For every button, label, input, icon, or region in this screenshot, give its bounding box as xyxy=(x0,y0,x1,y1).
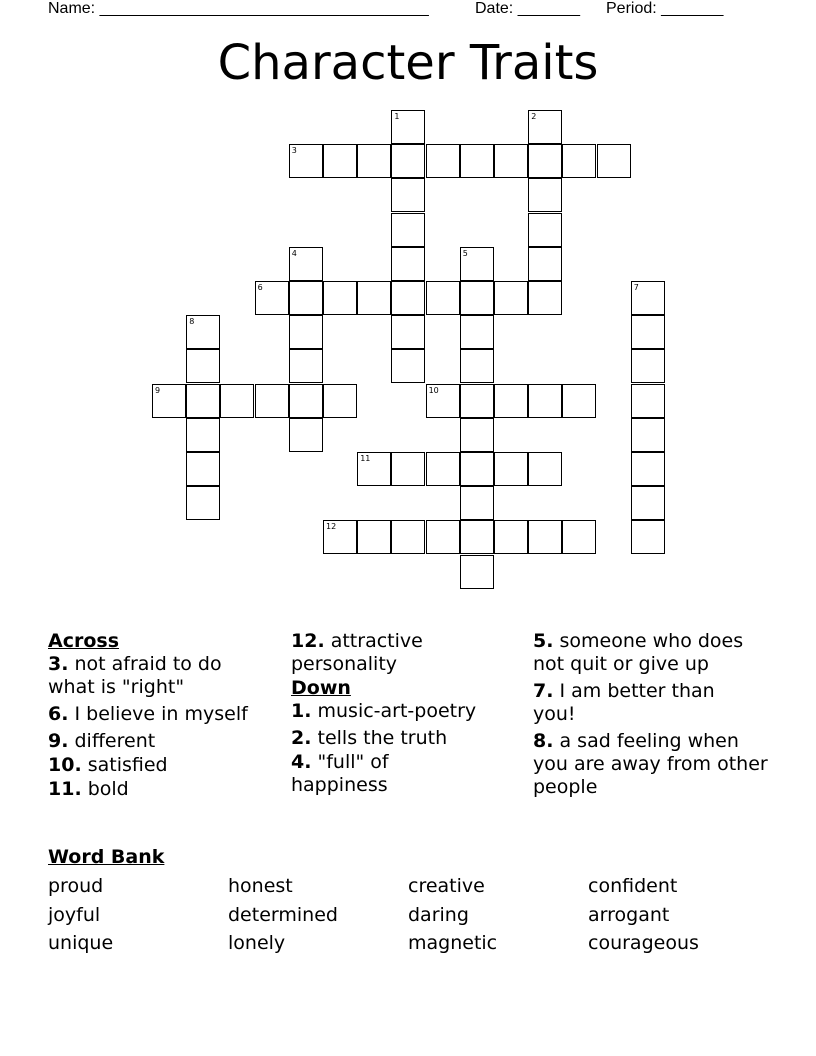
word-bank-item: creative xyxy=(408,875,485,897)
crossword-cell xyxy=(391,110,425,144)
crossword-cell xyxy=(562,144,596,178)
clue-number: 5 xyxy=(462,248,468,258)
crossword-cell xyxy=(323,384,357,418)
crossword-cell xyxy=(562,384,596,418)
crossword-cell xyxy=(391,213,425,247)
down-clue-8: 8. a sad feeling when you are away from other people xyxy=(533,730,768,798)
down-heading: Down xyxy=(291,677,351,699)
name-field: Name: _____________________________________ xyxy=(48,0,429,17)
crossword-cell xyxy=(426,144,460,178)
word-bank-item: joyful xyxy=(48,904,101,926)
crossword-cell xyxy=(631,486,665,520)
crossword-cell xyxy=(528,110,562,144)
crossword-cell xyxy=(255,384,289,418)
crossword-cell xyxy=(460,281,494,315)
crossword-cell xyxy=(460,555,494,589)
down-clue-1: 1. music-art-poetry xyxy=(291,700,477,722)
across-clue-10: 10. satisfied xyxy=(48,754,168,776)
crossword-cell xyxy=(152,384,186,418)
crossword-cell xyxy=(323,281,357,315)
word-bank-heading: Word Bank xyxy=(48,846,165,868)
date-field: Date: _______ xyxy=(475,0,580,17)
word-bank-item: determined xyxy=(228,904,338,926)
word-bank-item: confident xyxy=(588,875,678,897)
crossword-cell xyxy=(426,520,460,554)
crossword-cell xyxy=(528,247,562,281)
crossword-cell xyxy=(289,418,323,452)
across-clue-12: 12. attractive personality xyxy=(291,630,423,675)
crossword-cell xyxy=(323,144,357,178)
crossword-cell xyxy=(391,144,425,178)
crossword-cell xyxy=(391,247,425,281)
crossword-cell xyxy=(494,281,528,315)
crossword-cell xyxy=(460,452,494,486)
crossword-cell xyxy=(631,384,665,418)
down-clue-4: 4. "full" of happiness xyxy=(291,751,389,796)
crossword-cell xyxy=(289,144,323,178)
crossword-cell xyxy=(186,315,220,349)
clue-number: 3 xyxy=(291,146,297,156)
crossword-cell xyxy=(289,384,323,418)
crossword-cell xyxy=(357,144,391,178)
crossword-cell xyxy=(494,384,528,418)
crossword-cell xyxy=(391,315,425,349)
clues-column-3 xyxy=(533,630,768,803)
crossword-cell xyxy=(357,520,391,554)
crossword-cell xyxy=(631,418,665,452)
down-clue-2: 2. tells the truth xyxy=(291,727,448,749)
word-bank-item: unique xyxy=(48,932,114,954)
crossword-cell xyxy=(391,452,425,486)
crossword-cell xyxy=(220,384,254,418)
word-bank-item: proud xyxy=(48,875,104,897)
crossword-cell xyxy=(460,315,494,349)
crossword-cell xyxy=(460,144,494,178)
clues-column-2 xyxy=(291,630,516,801)
crossword-cell xyxy=(494,520,528,554)
crossword-cell xyxy=(426,384,460,418)
crossword-cell xyxy=(494,452,528,486)
clue-number: 8 xyxy=(189,317,195,327)
crossword-cell xyxy=(528,520,562,554)
crossword-cell xyxy=(528,452,562,486)
word-bank-item: lonely xyxy=(228,932,286,954)
clue-number: 2 xyxy=(531,112,537,121)
crossword-cell xyxy=(631,452,665,486)
crossword-cell xyxy=(631,520,665,554)
crossword-cell xyxy=(391,520,425,554)
crossword-cell xyxy=(391,281,425,315)
crossword-cell xyxy=(460,486,494,520)
across-heading: Across xyxy=(48,630,120,652)
down-clue-5: 5. someone who does not quit or give up xyxy=(533,630,744,675)
across-clue-9: 9. different xyxy=(48,730,156,752)
crossword-cell xyxy=(323,520,357,554)
crossword-cell xyxy=(186,418,220,452)
crossword-cell xyxy=(186,384,220,418)
crossword-cell xyxy=(460,247,494,281)
crossword-cell xyxy=(631,281,665,315)
crossword-cell xyxy=(460,520,494,554)
crossword-cell xyxy=(528,213,562,247)
crossword-cell xyxy=(631,315,665,349)
crossword-cell xyxy=(289,247,323,281)
crossword-cell xyxy=(494,144,528,178)
across-clue-11: 11. bold xyxy=(48,778,129,800)
clue-number: 9 xyxy=(155,385,161,395)
clue-number: 6 xyxy=(257,283,263,292)
across-clue-6: 6. I believe in myself xyxy=(48,703,248,725)
crossword-cell xyxy=(528,144,562,178)
crossword-cell xyxy=(357,452,391,486)
crossword-cell xyxy=(255,281,289,315)
crossword-cell xyxy=(289,349,323,383)
word-bank-item: daring xyxy=(408,904,469,926)
crossword-cell xyxy=(562,520,596,554)
clue-number: 10 xyxy=(428,385,439,395)
down-clue-7: 7. I am better than you! xyxy=(533,680,715,725)
crossword-cell xyxy=(186,349,220,383)
across-clues xyxy=(48,630,273,805)
word-bank-item: honest xyxy=(228,875,293,897)
crossword-cell xyxy=(460,349,494,383)
crossword-cell xyxy=(186,452,220,486)
crossword-cell xyxy=(289,315,323,349)
clue-number: 1 xyxy=(394,112,400,121)
across-clue-3: 3. not afraid to do what is "right" xyxy=(48,653,222,698)
crossword-cell xyxy=(460,384,494,418)
clue-number: 4 xyxy=(291,248,297,258)
crossword-cell xyxy=(289,281,323,315)
crossword-cell xyxy=(357,281,391,315)
crossword-cell xyxy=(426,281,460,315)
crossword-cell xyxy=(391,349,425,383)
crossword-cell xyxy=(186,486,220,520)
crossword-cell xyxy=(528,178,562,212)
period-field: Period: _______ xyxy=(606,0,724,17)
crossword-cell xyxy=(631,349,665,383)
word-bank-item: arrogant xyxy=(588,904,670,926)
word-bank-item: magnetic xyxy=(408,932,498,954)
word-bank-item: courageous xyxy=(588,932,699,954)
clue-number: 11 xyxy=(360,454,371,463)
clue-number: 12 xyxy=(326,522,337,532)
crossword-cell xyxy=(426,452,460,486)
crossword-cell xyxy=(597,144,631,178)
crossword-cell xyxy=(460,418,494,452)
crossword-cell xyxy=(528,384,562,418)
crossword-cell xyxy=(391,178,425,212)
page-title: Character Traits xyxy=(217,35,599,91)
crossword-cell xyxy=(528,281,562,315)
clue-number: 7 xyxy=(633,283,639,292)
